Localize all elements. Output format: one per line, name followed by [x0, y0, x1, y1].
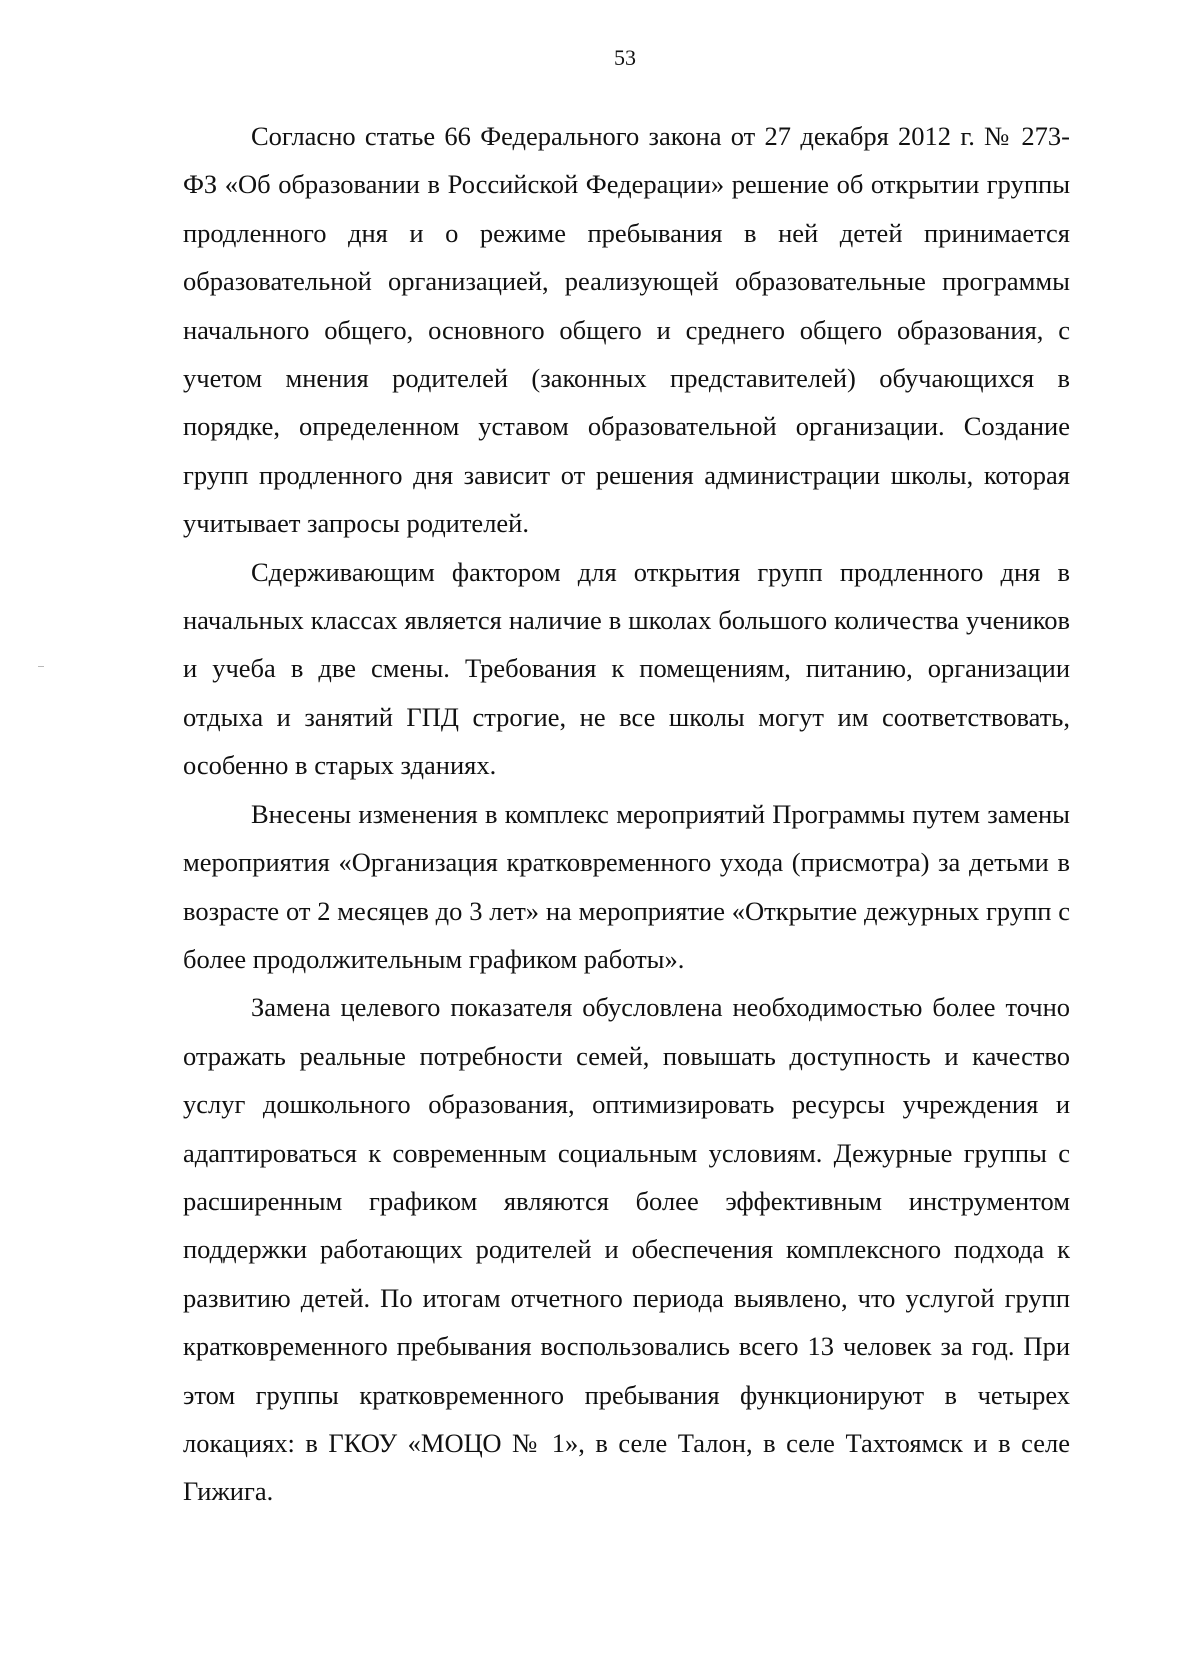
- page-number: 53: [614, 45, 636, 70]
- paragraph-indicator-replacement: Замена целевого показателя обусловлена необходимостью более точно отражать реальные потребности семей, повышать доступность и качество услуг дошкольного образования, оптимизировать ресурсы учреждения и адаптироваться к современным социальным условиям. Дежурные группы с расширенным графиком являются более эффективным инструментом поддержки работающих родителей и обеспечения комплексного подхода к развитию детей. По итогам отчетного периода выявлено, что услугой групп кратковременного пребывания воспользовались всего 13 человек за год. При этом группы кратковременного пребывания функционируют в четырех локациях: в ГКОУ «МОЦО № 1», в селе Талон, в селе Тахтоямск и в селе Гижига.: [183, 992, 1070, 1507]
- paragraph-education-law: Согласно статье 66 Федерального закона от 27 декабря 2012 г. № 273-ФЗ «Об образовании в Российской Федерации» решение об открытии группы продленного дня и о режиме пребывания в ней детей принимается образовательной организацией, реализующей образовательные программы начального общего, основного общего и среднего общего образования, с учетом мнения родителей (законных представителей) обучающихся в порядке, определенном уставом образовательной организации. Создание групп продленного дня зависит от решения администрации школы, которая учитывает запросы родителей.: [183, 121, 1070, 539]
- paragraph-constraining-factor: Сдерживающим фактором для открытия групп продленного дня в начальных классах является наличие в школах большого количества учеников и учеба в две смены. Требования к помещениям, питанию, организации отдыха и занятий ГПД строгие, не все школы могут им соответствовать, особенно в старых зданиях.: [183, 556, 1070, 781]
- paragraph-program-changes: Внесены изменения в комплекс мероприятий Программы путем замены мероприятия «Организация кратковременного ухода (присмотра) за детьми в возрасте от 2 месяцев до 3 лет» на мероприятие «Открытие дежурных групп с более продолжительным графиком работы».: [183, 798, 1070, 974]
- document-body: [183, 112, 1070, 1516]
- scan-margin-mark: [38, 666, 44, 667]
